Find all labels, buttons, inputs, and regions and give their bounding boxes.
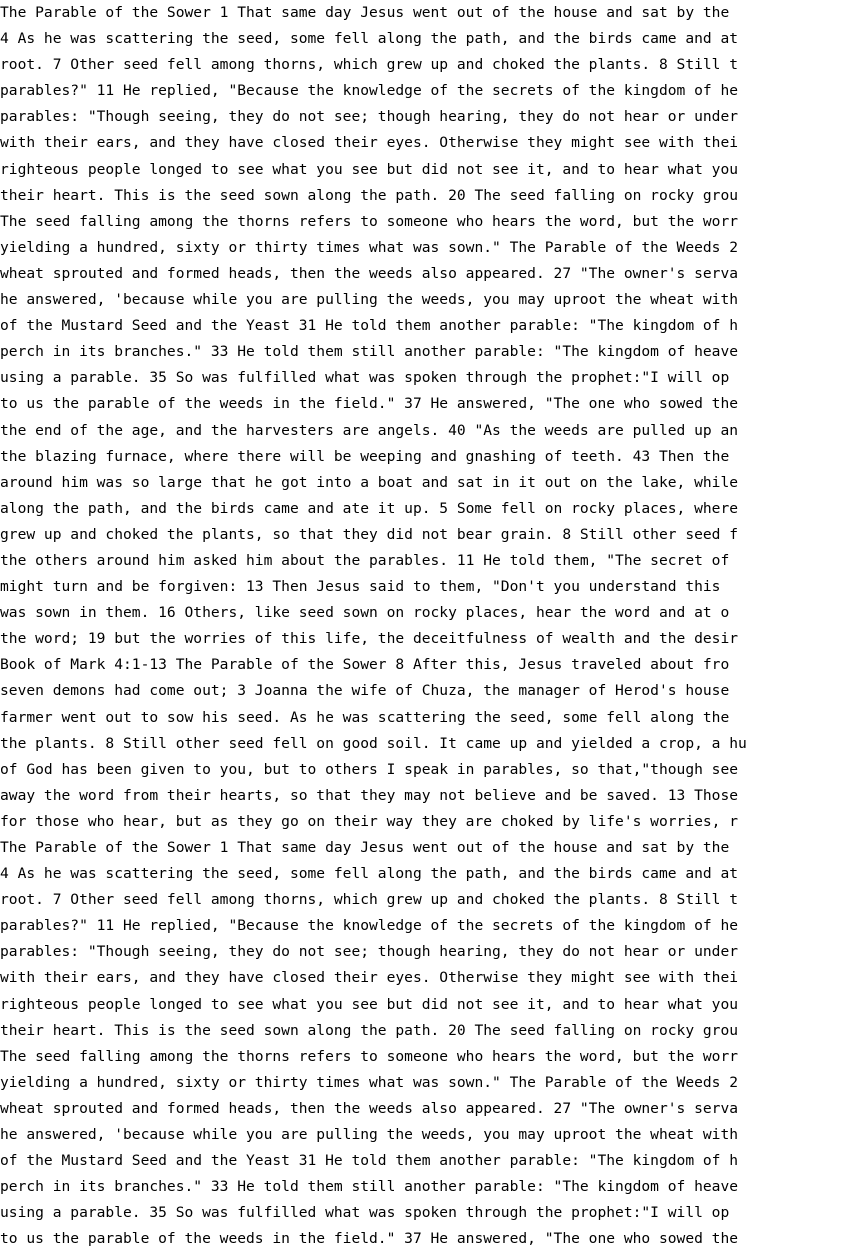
document-line: to us the parable of the weeds in the field." 37 He answered, "The one who sowed the <box>0 1230 739 1248</box>
document-line: with their ears, and they have closed their eyes. Otherwise they might see with thei <box>0 969 739 987</box>
document-line: The Parable of the Sower 1 That same day Jesus went out of the house and sat by the <box>0 839 730 856</box>
document-line: might turn and be forgiven: 13 Then Jesus said to them, "Don't you understand this <box>0 578 721 596</box>
document-line: wheat sprouted and formed heads, then the weeds also appeared. 27 "The owner's serva <box>0 264 739 282</box>
document-line: their heart. This is the seed sown along the path. 20 The seed falling on rocky grou <box>0 1021 739 1039</box>
document-line: the blazing furnace, where there will be weeping and gnashing of teeth. 43 Then the <box>0 447 730 465</box>
document-line: around him was so large that he got into a boat and sat in it out on the lake, while <box>0 473 739 491</box>
document-line: the word; 19 but the worries of this life, the deceitfulness of wealth and the desir <box>0 630 739 648</box>
document-line: perch in its branches." 33 He told them still another parable: "The kingdom of heave <box>0 343 739 361</box>
document-line: of God has been given to you, but to others I speak in parables, so that,"though see <box>0 760 739 778</box>
document-line: of the Mustard Seed and the Yeast 31 He told them another parable: "The kingdom of h <box>0 1152 739 1170</box>
document-line: grew up and choked the plants, so that they did not bear grain. 8 Still other seed f <box>0 525 739 543</box>
document-line: the end of the age, and the harvesters are angels. 40 "As the weeds are pulled up an <box>0 421 739 439</box>
document-line: parables?" 11 He replied, "Because the knowledge of the secrets of the kingdom of he <box>0 82 739 100</box>
document-line: root. 7 Other seed fell among thorns, which grew up and choked the plants. 8 Still t <box>0 891 739 909</box>
document-line: of the Mustard Seed and the Yeast 31 He told them another parable: "The kingdom of h <box>0 317 739 335</box>
document-line: righteous people longed to see what you see but did not see it, and to hear what you <box>0 160 739 178</box>
document-line: he answered, 'because while you are pulling the weeds, you may uproot the wheat with <box>0 1126 739 1144</box>
document-line: The seed falling among the thorns refers to someone who hears the word, but the worr <box>0 1047 739 1065</box>
document-line: 4 As he was scattering the seed, some fell along the path, and the birds came and at <box>0 30 739 48</box>
document-line: using a parable. 35 So was fulfilled what was spoken through the prophet:"I will op <box>0 1204 730 1222</box>
document-line: for those who hear, but as they go on their way they are choked by life's worries, r <box>0 812 739 830</box>
document-line: perch in its branches." 33 He told them still another parable: "The kingdom of heave <box>0 1178 739 1196</box>
document-line: The seed falling among the thorns refers to someone who hears the word, but the worr <box>0 212 739 230</box>
document-line: he answered, 'because while you are pulling the weeds, you may uproot the wheat with <box>0 291 739 309</box>
document-line: wheat sprouted and formed heads, then the weeds also appeared. 27 "The owner's serva <box>0 1099 739 1117</box>
document-line: using a parable. 35 So was fulfilled what was spoken through the prophet:"I will op <box>0 369 730 387</box>
document-line: the plants. 8 Still other seed fell on good soil. It came up and yielded a crop, a hu <box>0 734 747 752</box>
document-line: seven demons had come out; 3 Joanna the wife of Chuza, the manager of Herod's house <box>0 682 730 700</box>
document-line: 4 As he was scattering the seed, some fell along the path, and the birds came and at <box>0 865 739 883</box>
document-line: with their ears, and they have closed their eyes. Otherwise they might see with thei <box>0 134 739 152</box>
document-line: parables: "Though seeing, they do not see; though hearing, they do not hear or under <box>0 943 739 961</box>
document-line: yielding a hundred, sixty or thirty times what was sown." The Parable of the Weeds 2 <box>0 238 739 256</box>
document-line: parables?" 11 He replied, "Because the knowledge of the secrets of the kingdom of he <box>0 917 739 935</box>
document-line: was sown in them. 16 Others, like seed sown on rocky places, hear the word and at o <box>0 604 730 622</box>
document-line: to us the parable of the weeds in the field." 37 He answered, "The one who sowed the <box>0 395 739 413</box>
document-line: away the word from their hearts, so that they may not believe and be saved. 13 Those <box>0 786 739 804</box>
document-line: their heart. This is the seed sown along the path. 20 The seed falling on rocky grou <box>0 186 739 204</box>
document-line: the others around him asked him about the parables. 11 He told them, "The secret of <box>0 551 730 569</box>
document-line: root. 7 Other seed fell among thorns, which grew up and choked the plants. 8 Still t <box>0 56 739 74</box>
document-line: righteous people longed to see what you see but did not see it, and to hear what you <box>0 995 739 1013</box>
document-line: parables: "Though seeing, they do not see; though hearing, they do not hear or under <box>0 108 739 126</box>
document-line: along the path, and the birds came and ate it up. 5 Some fell on rocky places, where <box>0 499 739 517</box>
document-line: The Parable of the Sower 1 That same day Jesus went out of the house and sat by the <box>0 4 730 21</box>
document-line: Book of Mark 4:1-13 The Parable of the Sower 8 After this, Jesus traveled about fro <box>0 656 730 674</box>
document-line: yielding a hundred, sixty or thirty times what was sown." The Parable of the Weeds 2 <box>0 1073 739 1091</box>
document-line: farmer went out to sow his seed. As he was scattering the seed, some fell along the <box>0 708 730 726</box>
